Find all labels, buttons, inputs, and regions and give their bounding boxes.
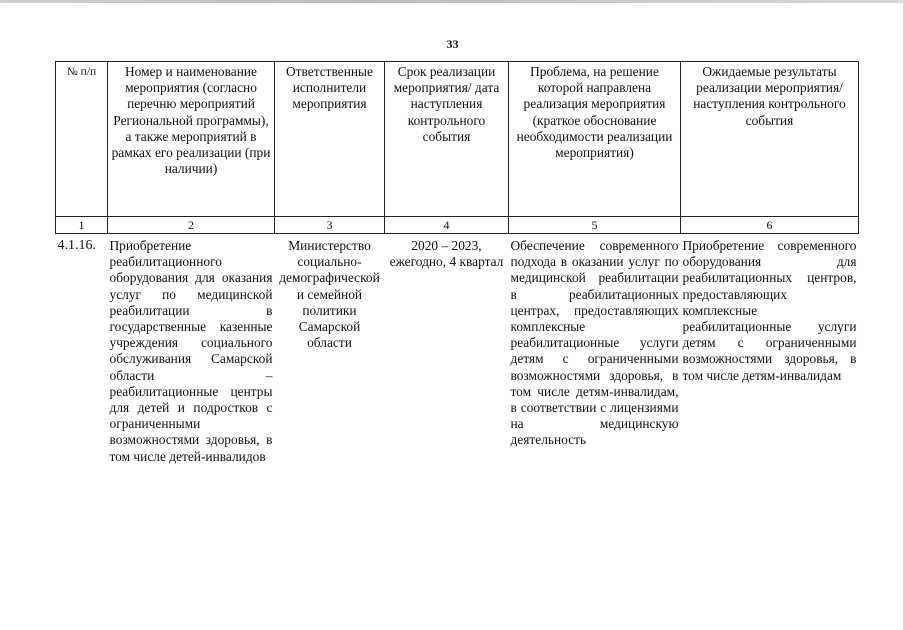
column-number: 6	[681, 217, 859, 234]
row-number: 4.1.16.	[57, 238, 96, 253]
row-term: 2020 – 2023, ежегодно, 4 квартал	[389, 238, 504, 270]
column-number: 5	[509, 217, 681, 234]
header-term: Срок реализации мероприятия/ дата наступления контрольного события	[385, 62, 509, 217]
row-problem: Обеспечение современного подхода в оказании услуг по медицинской реабилитации в реабилитационных центрах, предоставляющих комплексные реабилитационные услуги детям с ограниченными возможностями здоровья, в том числе детям-инвалидам, в соответствии с лицензиями на медицинскую деятельность	[510, 238, 679, 448]
header-executors: Ответственные исполнители мероприятия	[275, 62, 385, 217]
column-number: 2	[108, 217, 275, 234]
activities-table	[55, 61, 859, 508]
header-problem: Проблема, на решение которой направлена реализация мероприятия (краткое обоснование необходимости реализации мероприятия)	[509, 62, 681, 217]
header-number: № п/п	[56, 62, 108, 217]
table-header-row	[56, 62, 859, 217]
table-row	[56, 234, 859, 509]
header-expected-results: Ожидаемые результаты реализации мероприятия/ наступления контрольного события	[681, 62, 859, 217]
column-number: 3	[275, 217, 385, 234]
row-expected-result: Приобретение современного оборудования для реабилитационных центров, предоставляющих комплексные реабилитационные услуги детям с ограниченными возможностями здоровья, в том числе детям-инвалидам	[682, 238, 857, 383]
header-activity-name: Номер и наименование мероприятия (согласно перечню мероприятий Региональной программы), а также мероприятий в рамках его реализации (при наличии)	[108, 62, 275, 217]
scan-edge-top	[0, 0, 905, 3]
page-number: 33	[446, 37, 459, 51]
column-number-row	[56, 217, 859, 234]
column-number: 1	[56, 217, 108, 234]
row-activity-name: Приобретение реабилитационного оборудования для оказания услуг по медицинской реабилитации в государственные казенные учреждения социального обслуживания Самарской области – реабилитационные центры для детей и подростков с ограниченными возможностями здоровья, в том числе детей-инвалидов	[109, 238, 273, 464]
row-executors: Министерство социально-демографической и семейной политики Самарской области	[279, 238, 380, 351]
column-number: 4	[385, 217, 509, 234]
